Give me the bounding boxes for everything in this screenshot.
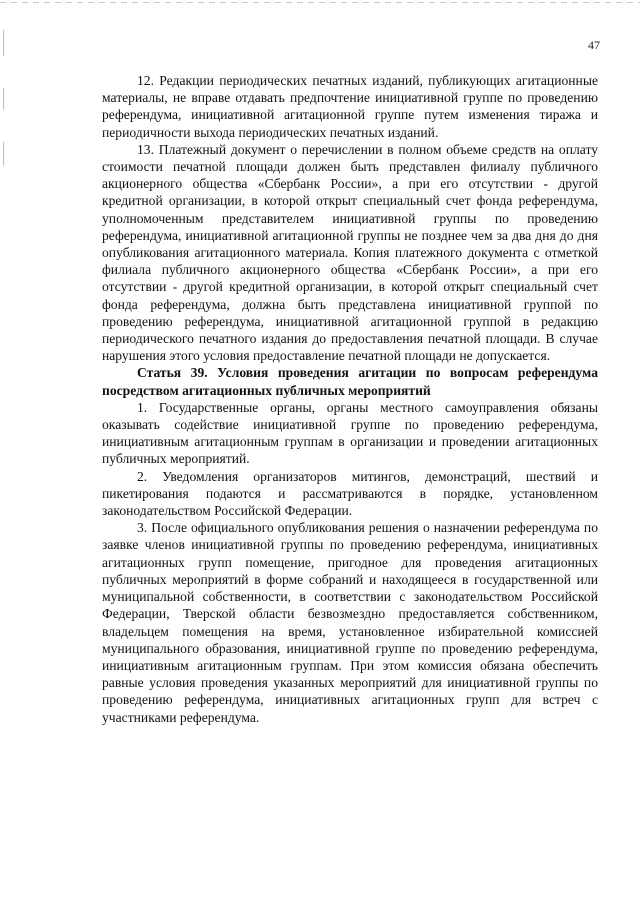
scan-margin-mark xyxy=(3,30,4,56)
scan-margin-mark xyxy=(3,142,4,166)
article-39-paragraph-1: 1. Государственные органы, органы местного самоуправления обязаны оказывать содействие инициативной группе по проведению референдума, инициативным агитационным группам в организации и проведении агитационных публичных мероприятий. xyxy=(102,399,598,467)
article-39-paragraph-3: 3. После официального опубликования решения о назначении референдума по заявке членов инициативной группы по проведению референдума, инициативных агитационных групп помещение, пригодное для проведения агитационных публичных мероприятий в форме собраний и находящееся в государственной или муниципальной собственности, в соответствии с законодательством Российской Федерации, Тверской области безвозмездно предоставляется собственником, владельцем помещения на время, установленное избирательной комиссией муниципального образования, инициативной группе по проведению референдума, инициативным агитационным группам. При этом комиссия обязана обеспечить равные условия проведения указанных мероприятий для инициативной группы по проведению референдума, инициативных агитационных групп для встреч с участниками референдума. xyxy=(102,520,598,725)
scan-top-edge xyxy=(0,2,640,3)
article-39-heading: Статья 39. Условия проведения агитации по вопросам референдума посредством агитационных публичных мероприятий xyxy=(102,365,598,398)
paragraph-12: 12. Редакции периодических печатных изданий, публикующих агитационные материалы, не вправе отдавать предпочтение инициативной группе по проведению референдума, инициативной агитационной группе путем изменения тиража и периодичности выхода периодических печатных изданий. xyxy=(102,73,598,140)
scan-margin-mark xyxy=(3,88,4,110)
paragraph-13: 13. Платежный документ о перечислении в полном объеме средств на оплату стоимости печатной площади должен быть представлен филиалу публичного акционерного общества «Сбербанк России», а при его отсутствии - другой кредитной организации, в которой открыт специальный счет фонда референдума, уполномоченным представителем инициативной группы по проведению референдума, инициативной агитационной группы не позднее чем за два дня до дня опубликования агитационного материала. Копия платежного документа с отметкой филиала публичного акционерного общества «Сбербанк России», а при его отсутствии - другой кредитной организации, в которой открыт специальный счет фонда референдума, должна быть представлена инициативной группой по проведению референдума, инициативной агитационной группой в редакцию периодического печатного издания до предоставления печатной площади. В случае нарушения этого условия предоставление печатной площади не допускается. xyxy=(102,141,598,364)
article-39-paragraph-2: 2. Уведомления организаторов митингов, демонстраций, шествий и пикетирования подаются и рассматриваются в порядке, установленном законодательством Российской Федерации. xyxy=(102,468,598,519)
document-body xyxy=(102,72,598,726)
page-number: 47 xyxy=(588,38,600,52)
